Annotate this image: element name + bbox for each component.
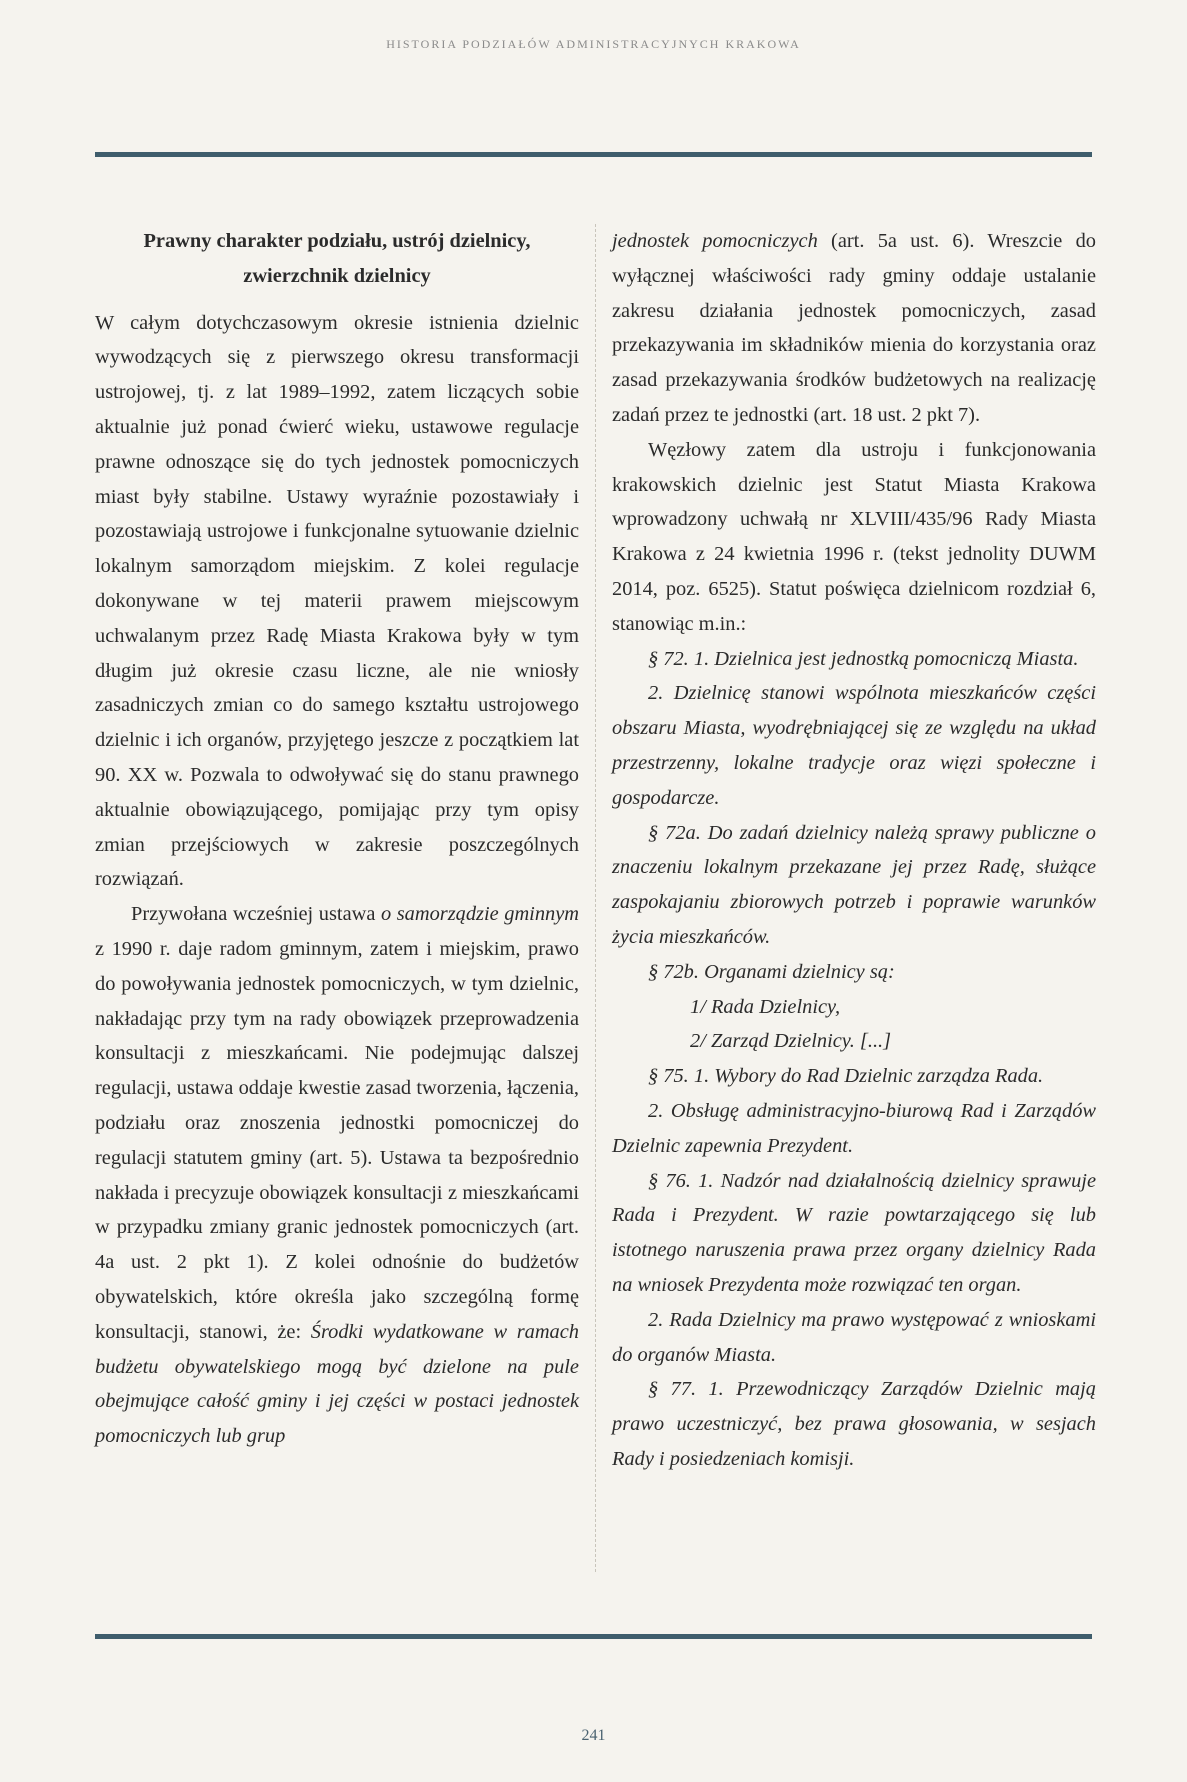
continued-text: (art. 5a ust. 6). Wreszcie do wyłącznej właściwości rady gminy oddaje ustalanie zakresu działania jednostek pomocniczych, zasad przekazywania im składników mienia do korzystania oraz zasad przekazywania środków budżetowych na realizację zadań przez te jednostki (art. 18 ust. 2 pkt 7). — [612, 230, 1097, 426]
p2-act-title: o samorządzie gminnym — [380, 903, 580, 926]
article-76-1: § 76. 1. Nadzór nad działalnością dzielnicy sprawuje Rada i Prezydent. W razie powtarzającego się lub istotnego naruszenia prawa przez organy dzielnicy Rada na wniosek Prezydenta może rozwiązać ten organ. — [612, 1169, 1096, 1296]
article-72-1: § 72. 1. Dzielnica jest jednostką pomocniczą Miasta. — [648, 647, 1079, 670]
article-75-2: 2. Obsługę administracyjno-biurową Rad i Zarządów Dzielnic zapewnia Prezydent. — [612, 1099, 1096, 1157]
left-column — [95, 224, 579, 1454]
p2-text-after: z 1990 r. daje radom gminnym, zatem i miejskim, prawo do powoływania jednostek pomocniczych, w tym dzielnic, nakładając przy tym na rady obowiązek przeprowadzenia konsultacji z mieszkańcami. Nie podejmując dalszej regulacji, ustawa oddaje kwestie zasad tworzenia, łączenia, podziału oraz znoszenia jednostki pomocniczej do regulacji statutem gminy (art. 5). Ustawa ta bezpośrednio nakłada i precyzuje obowiązek konsultacji z mieszkańcami w przypadku zmiany granic jednostek pomocniczych (art. 4a ust. 2 pkt 1). Z kolei odnośnie do budżetów obywatelskich, które określa jako szczególną formę konsultacji, stanowi, że: — [95, 937, 579, 1343]
page-number: 241 — [581, 1727, 606, 1744]
heading-line-1: Prawny charakter podziału, ustrój dzielnicy, — [143, 230, 531, 252]
bottom-rule — [95, 1634, 1092, 1639]
section-heading — [95, 224, 579, 294]
article-72b: § 72b. Organami dzielnicy są: — [648, 960, 895, 983]
article-76-2: 2. Rada Dzielnicy ma prawo występować z wnioskami do organów Miasta. — [612, 1308, 1096, 1366]
article-72b-item-1: 1/ Rada Dzielnicy, — [690, 995, 841, 1018]
article-72a: § 72a. Do zadań dzielnicy należą sprawy publiczne o znaczeniu lokalnym przekazane jej przez Radę, służące zaspokajaniu zbiorowych potrzeb i poprawie warunków życia mieszkańców. — [612, 821, 1096, 948]
article-72b-item-2: 2/ Zarząd Dzielnicy. [...] — [690, 1030, 892, 1053]
paragraph-continued — [612, 224, 1096, 433]
running-header: HISTORIA PODZIAŁÓW ADMINISTRACYJNYCH KRAKOWA — [386, 37, 801, 51]
paragraph-statute: Węzłowy zatem dla ustroju i funkcjonowania krakowskich dzielnic jest Statut Miasta Krakowa wprowadzony uchwałą nr XLVIII/435/96 Rady Miasta Krakowa z 24 kwietnia 1996 r. (tekst jednolity DUWM 2014, poz. 6525). Statut poświęca dzielnicom rozdział 6, stanowiąc m.in.: — [612, 438, 1096, 635]
column-divider — [595, 224, 597, 1572]
article-72-2: 2. Dzielnicę stanowi wspólnota mieszkańców części obszaru Miasta, wyodrębniającej się ze względu na układ przestrzenny, lokalne tradycje oraz więzi społeczne i gospodarcze. — [612, 682, 1096, 809]
p2-text-before: Przywołana wcześniej ustawa — [131, 903, 381, 926]
article-75-1: § 75. 1. Wybory do Rad Dzielnic zarządza Rada. — [648, 1065, 1044, 1088]
continued-quote: jednostek pomocniczych — [612, 230, 818, 252]
p2-quote: Środki wydatkowane w ramach budżetu obywatelskiego mogą być dzielone na pule obejmujące całość gminy i jej części w postaci jednostek pomocniczych lub grup — [95, 1320, 579, 1448]
top-rule — [95, 152, 1092, 157]
paragraph-2 — [95, 897, 579, 1454]
right-column — [612, 224, 1096, 1477]
paragraph-1: W całym dotychczasowym okresie istnienia dzielnic wywodzących się z pierwszego okresu transformacji ustrojowej, tj. z lat 1989–1992, zatem liczących sobie aktualnie już ponad ćwierć wieku, ustawowe regulacje prawne odnoszące się do tych jednostek pomocniczych miast były stabilne. Ustawy wyraźnie pozostawiały i pozostawiają ustrojowe i funkcjonalne sytuowanie dzielnic lokalnym samorządom miejskim. Z kolei regulacje dokonywane w tej materii prawem miejscowym uchwalanym przez Radę Miasta Krakowa były w tym długim już okresie czasu liczne, ale nie wniosły zasadniczych zmian co do samego kształtu ustrojowego dzielnic i ich organów, przyjętego jeszcze z początkiem lat 90. XX w. Pozwala to odwoływać się do stanu prawnego aktualnie obowiązującego, pomijając przy tym opisy zmian przejściowych w zakresie poszczególnych rozwiązań. — [95, 311, 579, 891]
heading-line-2: zwierzchnik dzielnicy — [243, 264, 431, 287]
article-77-1: § 77. 1. Przewodniczący Zarządów Dzielnic mają prawo uczestniczyć, bez prawa głosowania, w sesjach Rady i posiedzeniach komisji. — [612, 1378, 1096, 1470]
